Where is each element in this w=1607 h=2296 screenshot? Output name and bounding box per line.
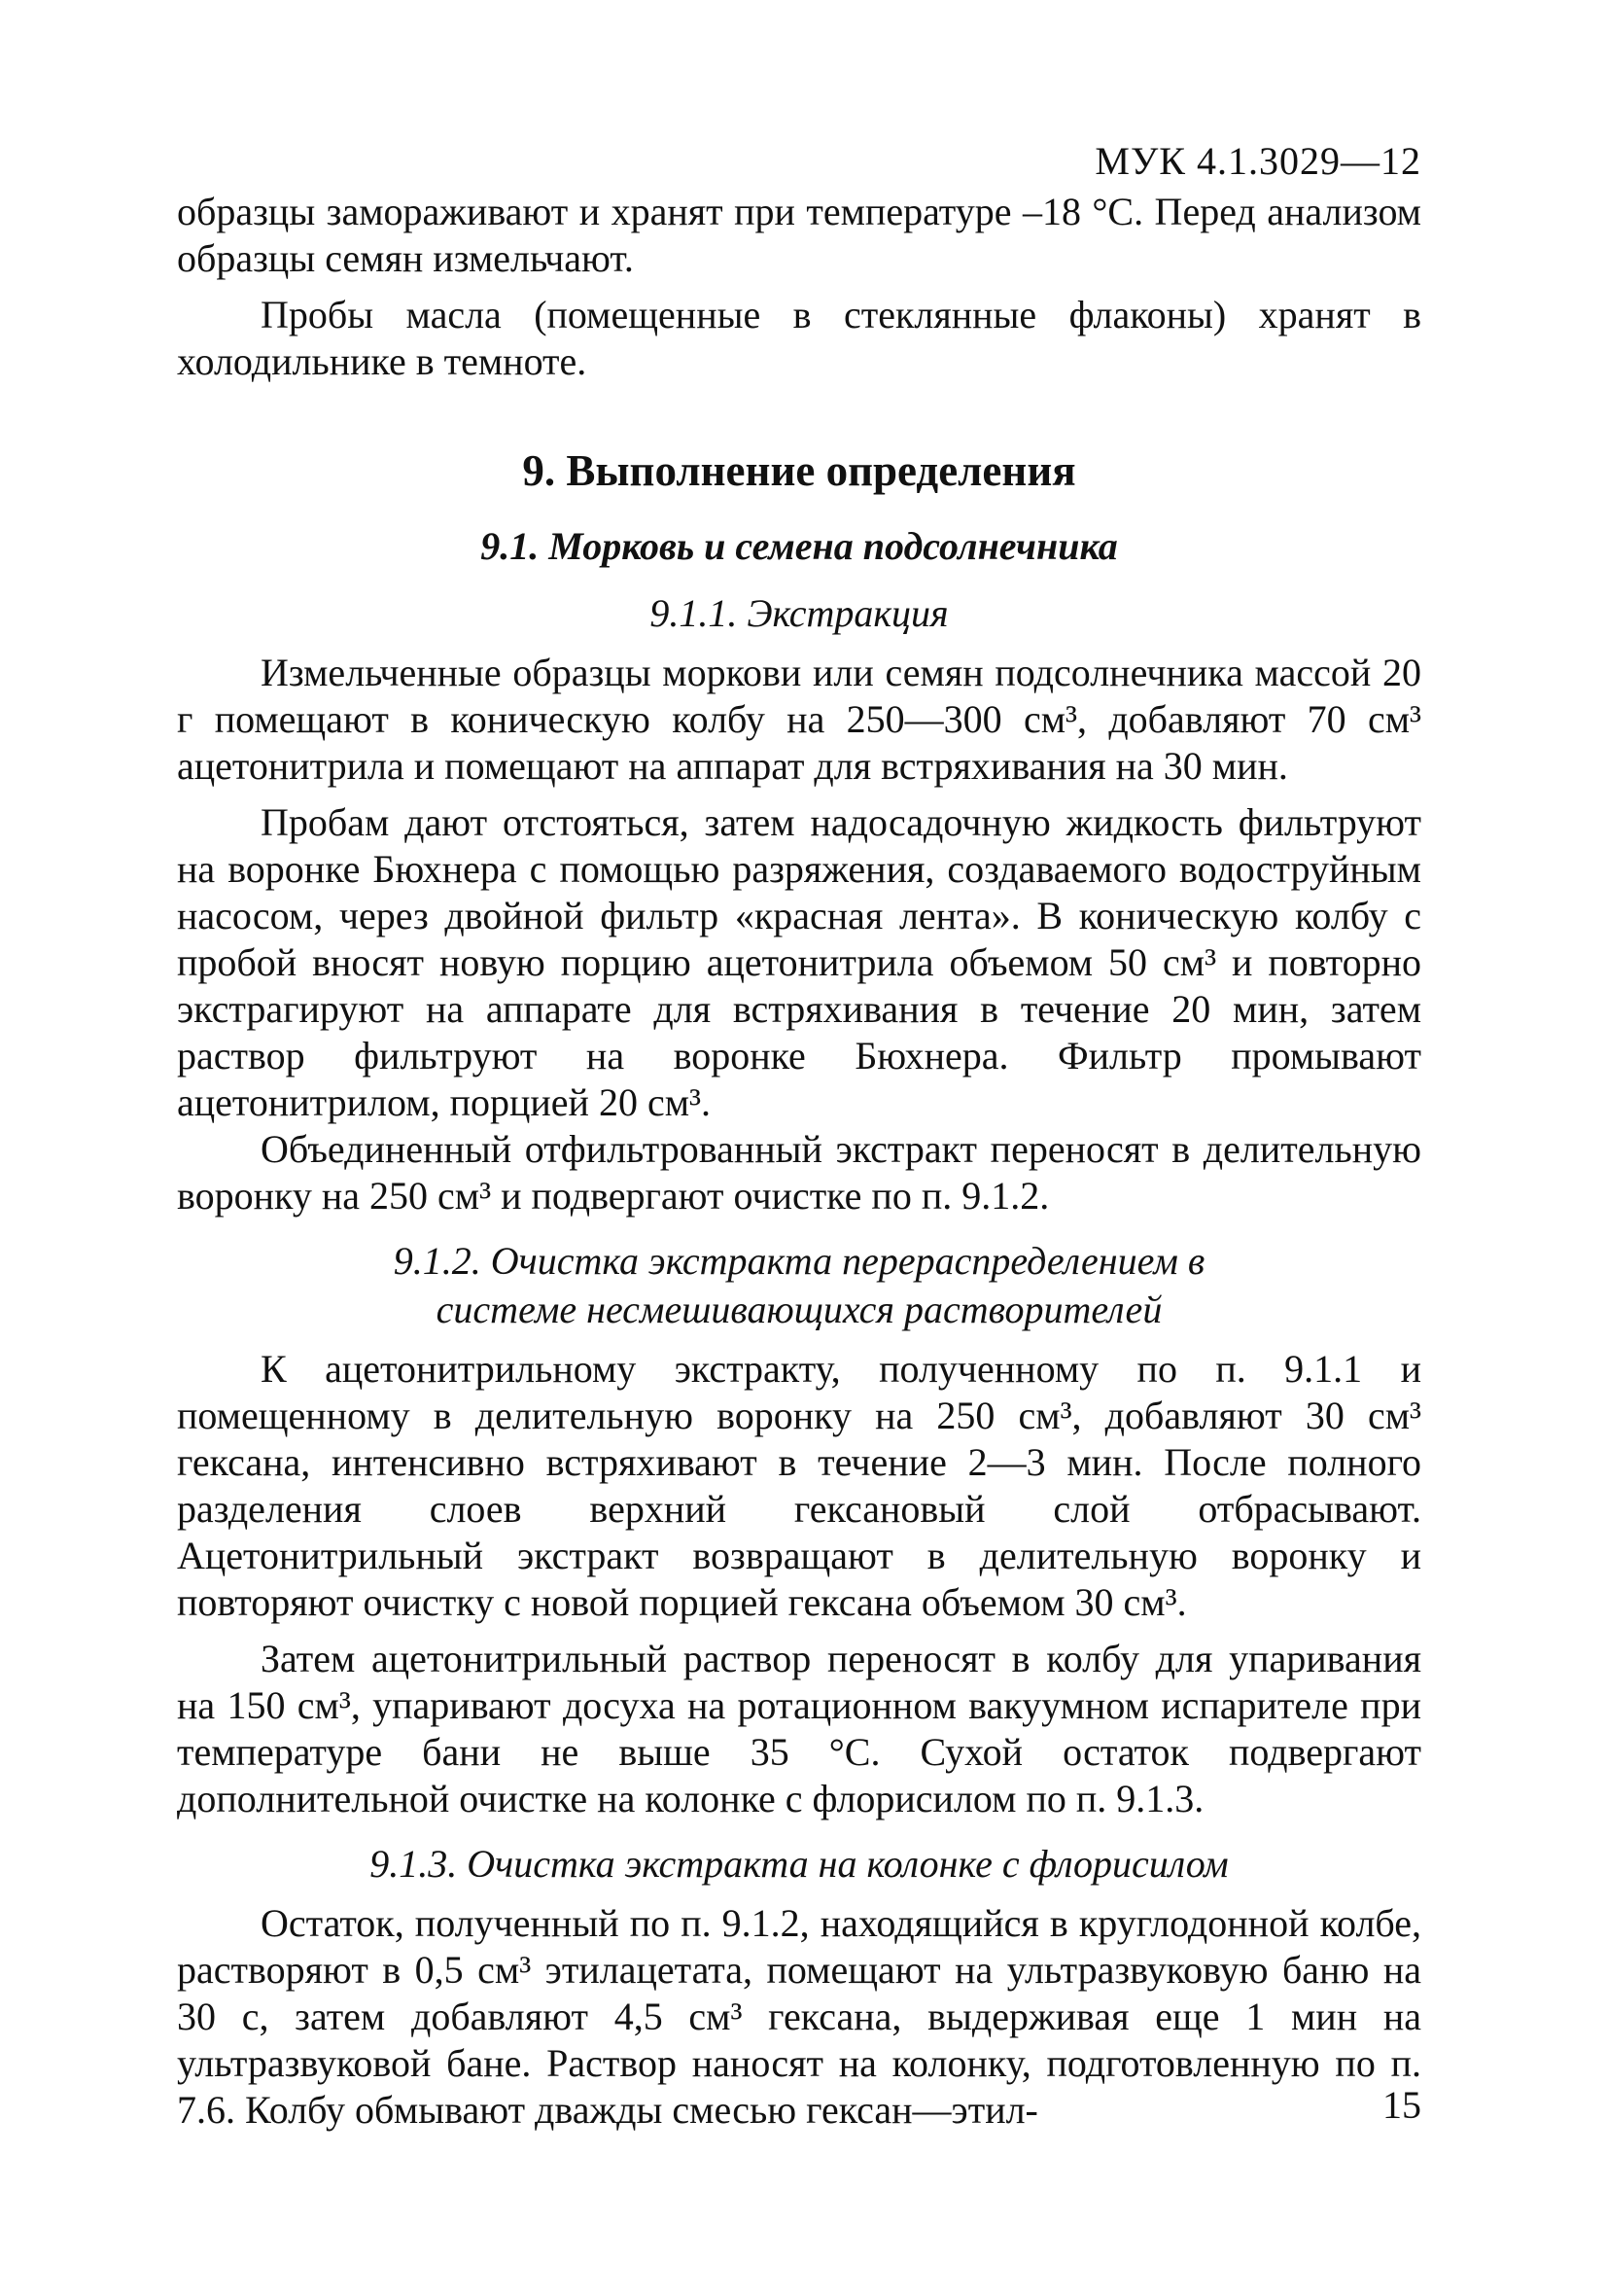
page-number: 15 — [1382, 2083, 1421, 2127]
paragraph-9-1-1-c: Объединенный отфильтрованный экстракт переносят в делительную воронку на 250 см³ и подвергают очистке по п. 9.1.2. — [177, 1127, 1421, 1218]
paragraph-9-1-2-a: К ацетонитрильному экстракту, полученному по п. 9.1.1 и помещенному в делительную воронку на 250 см³, добавляют 30 см³ гексана, интенсивно встряхивают в течение 2—3 мин. После полного разделения слоев верхний гексановый слой отбрасывают. Ацетонитрильный экстракт возвращают в делительную воронку и повторяют очистку с новой порцией гексана объемом 30 см³. — [177, 1347, 1421, 1624]
subsection-9-1-3-title: 9.1.3. Очистка экстракта на колонке с флорисилом — [369, 1842, 1229, 1886]
document-code: МУК 4.1.3029—12 — [1095, 139, 1421, 183]
paragraph-9-1-1-b: Пробам дают отстояться, затем надосадочную жидкость фильтруют на воронке Бюхнера с помощью разряжения, создаваемого водоструйным насосом, через двойной фильтр «красная лента». В коническую колбу с пробой вносят новую порцию ацетонитрила объемом 50 см³ и повторно экстрагируют на аппарате для встряхивания в течение 20 мин, затем раствор фильтруют на воронке Бюхнера. Фильтр промывают ацетонитрилом, порцией 20 см³. — [177, 800, 1421, 1124]
intro-paragraph-1: образцы замораживают и хранят при температуре –18 °С. Перед анализом образцы семян измельчают. — [177, 190, 1421, 280]
subsection-9-1-2-title: 9.1.2. Очистка экстракта перераспределением в системе несмешивающихся растворителей — [393, 1239, 1205, 1331]
subsection-9-1-title: 9.1. Морковь и семена подсолнечника — [480, 524, 1118, 568]
subsection-9-1-1-title: 9.1.1. Экстракция — [649, 591, 949, 635]
paragraph-9-1-3-a: Остаток, полученный по п. 9.1.2, находящийся в круглодонной колбе, растворяют в 0,5 см³ этилацетата, помещают на ультразвуковую баню на 30 с, затем добавляют 4,5 см³ гексана, выдерживая еще 1 мин на ультразвуковой бане. Раствор наносят на колонку, подготовленную по п. 7.6. Колбу обмывают дважды смесью гексан—этил- — [177, 1901, 1421, 2132]
section-title: 9. Выполнение определения — [522, 446, 1076, 495]
paragraph-9-1-2-b: Затем ацетонитрильный раствор переносят в колбу для упаривания на 150 см³, упаривают досуха на ротационном вакуумном испарителе при температуре бани не выше 35 °С. Сухой остаток подвергают дополнительной очистке на колонке с флорисилом по п. 9.1.3. — [177, 1637, 1421, 1820]
paragraph-9-1-1-a: Измельченные образцы моркови или семян подсолнечника массой 20 г помещают в коническую колбу на 250—300 см³, добавляют 70 см³ ацетонитрила и помещают на аппарат для встряхивания на 30 мин. — [177, 651, 1421, 788]
document-page — [177, 136, 1421, 2237]
intro-paragraph-2: Пробы масла (помещенные в стеклянные флаконы) хранят в холодильнике в темноте. — [177, 293, 1421, 383]
